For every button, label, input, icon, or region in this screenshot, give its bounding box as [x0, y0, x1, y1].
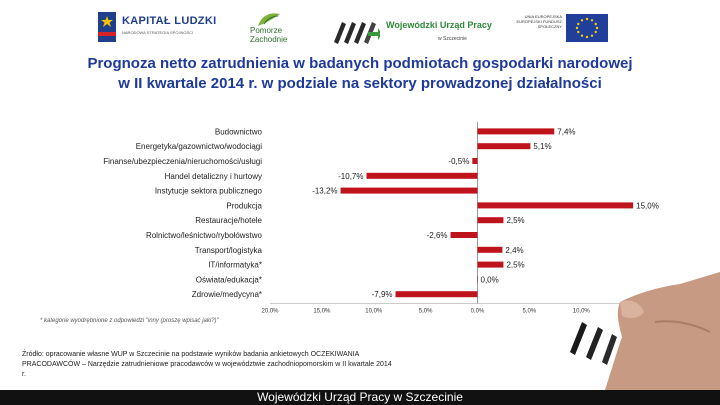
wup-name: Wojewódzki Urząd Pracy [386, 20, 492, 30]
pomorze-text: Pomorze Zachodnie [250, 26, 288, 44]
source-note: Źródło: opracowanie własne WUP w Szczecinie na podstawie wyników badania ankietowych OCZEKIWANIA PRACODAWCÓW – Narzędzie zatrudnieniowe pracodawców w województwie zachodniopomorskim w II kwartale 2014 r. [22, 351, 392, 378]
dominoes-icon [330, 12, 380, 46]
data-label: -2,6% [426, 231, 448, 240]
data-label: 2,5% [506, 216, 525, 226]
eu-flag-icon [566, 14, 608, 42]
data-label: 15,0% [636, 201, 659, 211]
kapital-ludzki-subtitle: NARODOWA STRATEGIA SPÓJNOŚCI [122, 30, 194, 35]
data-label: -13,2% [312, 186, 338, 196]
bar [472, 158, 477, 164]
category-label: Restauracje/hotele [195, 216, 262, 226]
category-label: Transport/logistyka [194, 245, 262, 255]
tick-label: 15,0% [313, 308, 331, 315]
tick-label: 5,0% [418, 308, 433, 315]
data-label: 2,4% [505, 245, 524, 255]
category-label: Handel detaliczny i hurtowy [164, 171, 262, 181]
category-label: Oświata/edukacja* [195, 275, 262, 285]
category-label: IT/informatyka* [208, 260, 262, 270]
data-label: 2,5% [506, 260, 525, 270]
bar [341, 188, 478, 194]
wup-city: w Szczecinie [438, 36, 467, 42]
wup-logo [386, 12, 496, 46]
category-label: Energetyka/gazownictwo/wodociągi [135, 142, 262, 152]
kapital-ludzki-text: KAPITAŁ LUDZKI [122, 15, 217, 27]
data-label: -7,9% [371, 290, 393, 300]
tick-label: 10,0% [572, 308, 590, 315]
pomorze-zachodnie-logo [242, 12, 312, 46]
footer-bar [0, 390, 720, 405]
tick-label: 5,0% [522, 308, 537, 315]
chart-title [60, 54, 660, 94]
bar [478, 276, 479, 282]
category-label: Zdrowie/medycyna* [191, 290, 262, 300]
bar [478, 202, 634, 208]
tick-label: 0,0% [470, 308, 485, 315]
ue-logo [508, 12, 612, 46]
data-label: -10,7% [338, 171, 364, 181]
chart-footnote: * kategorie wyodrębnione z odpowiedzi "inny (proszę wpisać jaki?)" [40, 318, 219, 324]
bar [478, 217, 504, 223]
title-line-1: Prognoza netto zatrudnienia w badanych podmiotach gospodarki narodowej [87, 55, 633, 72]
bar [478, 128, 555, 134]
kapital-ludzki-logo [98, 12, 218, 46]
tick-label: 20,0% [261, 308, 279, 315]
data-label: 5,1% [533, 142, 552, 152]
ue-text: UNIA EUROPEJSKA EUROPEJSKI FUNDUSZ SPOŁECZNY [516, 14, 562, 29]
category-label: Finanse/ubezpieczenia/nieruchomości/usługi [103, 157, 262, 166]
bar [478, 262, 504, 268]
logo-bar [0, 8, 720, 50]
hand-pushing-dominoes-image [560, 262, 720, 405]
data-label: 7,4% [557, 127, 576, 137]
data-label: 0,0% [480, 275, 499, 285]
tick-label: 10,0% [365, 308, 383, 315]
data-label: -0,5% [448, 157, 470, 166]
title-line-2: w II kwartale 2014 r. w podziale na sektory prowadzonej działalności [118, 75, 602, 92]
bar [478, 143, 531, 149]
category-label: Instytucje sektora publicznego [154, 186, 262, 196]
kapital-ludzki-icon [98, 12, 116, 42]
bar [478, 247, 503, 253]
category-label: Budownictwo [214, 127, 262, 137]
category-label: Rolnictwo/leśnictwo/rybołówstwo [145, 231, 262, 240]
bar [396, 291, 478, 297]
category-label: Produkcja [226, 201, 262, 211]
bar [451, 232, 478, 238]
footer-text: Wojewódzki Urząd Pracy w Szczecinie [257, 390, 463, 404]
bar [366, 173, 477, 179]
